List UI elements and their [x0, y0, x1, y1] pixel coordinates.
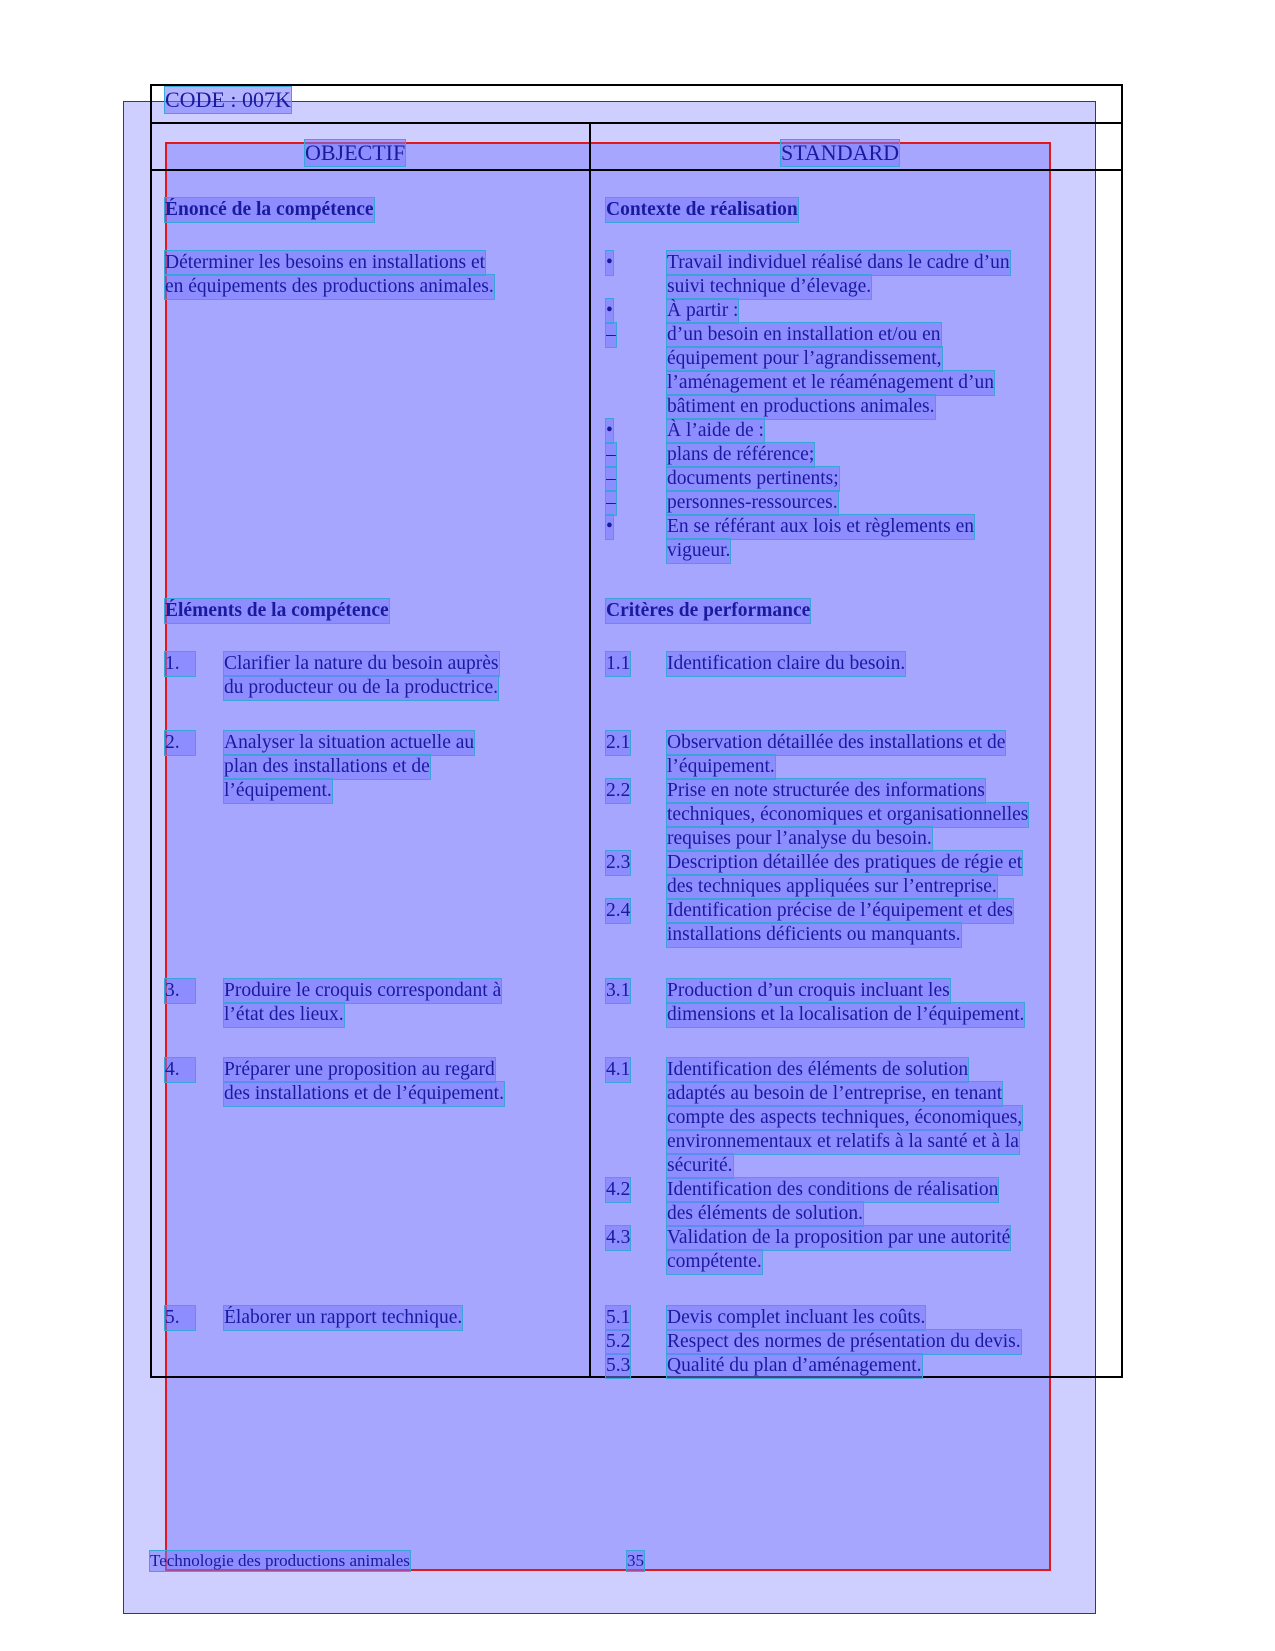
- element-line: Clarifier la nature du besoin auprès: [224, 653, 499, 674]
- critere-number: 3.1: [606, 980, 631, 1001]
- column-header-objectif: OBJECTIF: [305, 140, 406, 165]
- critere-line: Identification des éléments de solution: [667, 1059, 969, 1080]
- column-header-standard: STANDARD: [781, 140, 900, 165]
- contexte-bullet: •: [606, 420, 613, 441]
- contexte-line: bâtiment en productions animales.: [667, 396, 935, 417]
- enonce-title: Énoncé de la compétence: [165, 199, 374, 220]
- critere-number: 2.2: [606, 780, 631, 801]
- contexte-line: l’aménagement et le réaménagement d’un: [667, 372, 995, 393]
- contexte-line: d’un besoin en installation et/ou en: [667, 324, 941, 345]
- critere-number: 4.2: [606, 1179, 631, 1200]
- critere-line: Identification des conditions de réalisation: [667, 1179, 999, 1200]
- contexte-line: équipement pour l’agrandissement,: [667, 348, 942, 369]
- critere-line: Identification claire du besoin.: [667, 653, 906, 674]
- critere-number: 4.3: [606, 1227, 631, 1248]
- contexte-line: plans de référence;: [667, 444, 815, 465]
- element-line: Analyser la situation actuelle au: [224, 732, 475, 753]
- critere-line: compte des aspects techniques, économiques,: [667, 1107, 1023, 1128]
- contexte-line: suivi technique d’élevage.: [667, 276, 872, 297]
- critere-number: 2.3: [606, 852, 631, 873]
- critere-line: compétente.: [667, 1251, 762, 1272]
- element-line: Élaborer un rapport technique.: [224, 1307, 463, 1328]
- table-divider-header: [150, 169, 1123, 171]
- contexte-bullet: –: [606, 468, 616, 489]
- critere-line: adaptés au besoin de l’entreprise, en tenant: [667, 1083, 1003, 1104]
- contexte-line: À partir :: [667, 300, 739, 321]
- criteres-title: Critères de performance: [606, 600, 811, 621]
- competence-code: CODE : 007K: [165, 87, 291, 112]
- critere-line: requises pour l’analyse du besoin.: [667, 828, 932, 849]
- critere-number: 5.1: [606, 1307, 631, 1328]
- critere-line: Description détaillée des pratiques de régie et: [667, 852, 1023, 873]
- contexte-line: vigueur.: [667, 540, 731, 561]
- contexte-line: documents pertinents;: [667, 468, 839, 489]
- element-number: 3.: [165, 979, 195, 1003]
- contexte-bullet: –: [606, 444, 616, 465]
- contexte-bullet: –: [606, 324, 616, 345]
- critere-number: 5.3: [606, 1355, 631, 1376]
- critere-line: Identification précise de l’équipement et des: [667, 900, 1013, 921]
- critere-line: Devis complet incluant les coûts.: [667, 1307, 926, 1328]
- critere-line: Prise en note structurée des informations: [667, 780, 985, 801]
- footer-title: Technologie des productions animales: [150, 1551, 410, 1570]
- critere-line: sécurité.: [667, 1155, 733, 1176]
- page-number: 35: [627, 1551, 644, 1570]
- element-number: 4.: [165, 1058, 195, 1082]
- elements-title: Éléments de la compétence: [165, 600, 389, 621]
- contexte-line: personnes-ressources.: [667, 492, 838, 513]
- element-number: 2.: [165, 731, 195, 755]
- critere-number: 2.4: [606, 900, 631, 921]
- critere-number: 5.2: [606, 1331, 631, 1352]
- critere-number: 1.1: [606, 653, 631, 674]
- contexte-title: Contexte de réalisation: [606, 199, 798, 220]
- contexte-line: À l’aide de :: [667, 420, 764, 441]
- critere-line: Validation de la proposition par une autorité: [667, 1227, 1011, 1248]
- critere-line: l’équipement.: [667, 756, 775, 777]
- critere-line: installations déficients ou manquants.: [667, 924, 961, 945]
- critere-number: 2.1: [606, 732, 631, 753]
- critere-line: dimensions et la localisation de l’équipement.: [667, 1004, 1025, 1025]
- element-line: l’équipement.: [224, 780, 332, 801]
- critere-line: Production d’un croquis incluant les: [667, 980, 950, 1001]
- critere-line: Respect des normes de présentation du devis.: [667, 1331, 1021, 1352]
- element-line: l’état des lieux.: [224, 1004, 344, 1025]
- element-line: des installations et de l’équipement.: [224, 1083, 504, 1104]
- element-number: 1.: [165, 652, 195, 676]
- contexte-line: En se référant aux lois et règlements en: [667, 516, 975, 537]
- table-divider-top: [150, 122, 1123, 124]
- element-line: Produire le croquis correspondant à: [224, 980, 502, 1001]
- critere-line: Observation détaillée des installations et de: [667, 732, 1006, 753]
- contexte-bullet: –: [606, 492, 616, 513]
- critere-line: des techniques appliquées sur l’entreprise.: [667, 876, 997, 897]
- contexte-bullet: •: [606, 516, 613, 537]
- critere-line: techniques, économiques et organisationnelles: [667, 804, 1029, 825]
- enonce-line: en équipements des productions animales.: [165, 276, 494, 297]
- enonce-line: Déterminer les besoins en installations et: [165, 252, 486, 273]
- contexte-line: Travail individuel réalisé dans le cadre d’un: [667, 252, 1010, 273]
- critere-number: 4.1: [606, 1059, 631, 1080]
- contexte-bullet: •: [606, 300, 613, 321]
- critere-line: des éléments de solution.: [667, 1203, 864, 1224]
- element-line: Préparer une proposition au regard: [224, 1059, 495, 1080]
- critere-line: environnementaux et relatifs à la santé et à la: [667, 1131, 1019, 1152]
- contexte-bullet: •: [606, 252, 613, 273]
- critere-line: Qualité du plan d’aménagement.: [667, 1355, 922, 1376]
- table-column-divider: [589, 122, 591, 1378]
- element-number: 5.: [165, 1306, 195, 1330]
- element-line: du producteur ou de la productrice.: [224, 677, 498, 698]
- element-line: plan des installations et de: [224, 756, 430, 777]
